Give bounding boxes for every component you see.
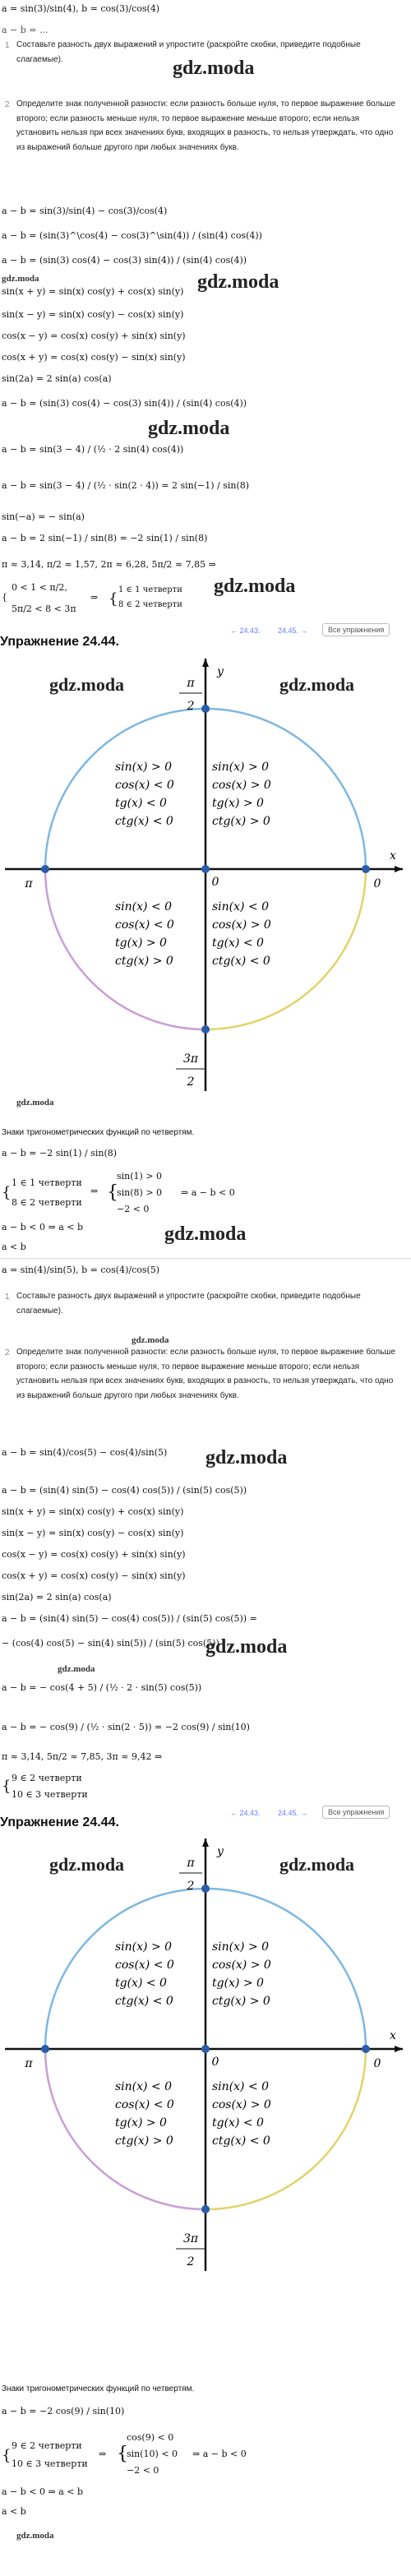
signs-title: Знаки тригонометрических функций по четвертям. xyxy=(2,2384,195,2393)
math-line: a − b = 2 sin(−1) / sin(8) = −2 sin(1) / sin(8) xyxy=(2,533,208,543)
bottom-label-numerator: 3π xyxy=(182,1052,199,1066)
math-line: sin(−a) = − sin(a) xyxy=(2,511,85,522)
x-axis-label: x xyxy=(390,2029,396,2042)
math-line: 9 ∈ 2 четверти xyxy=(12,2440,82,2451)
watermark: gdz.moda xyxy=(206,1447,288,1468)
exercise-heading: Упражнение 24.44. xyxy=(0,635,119,649)
quadrant-2-sign: ctg(x) < 0 xyxy=(115,1995,173,2008)
axis-point xyxy=(201,1025,210,1034)
math-line: 1 ∈ 1 четверти xyxy=(118,585,182,594)
quadrant-4-sign: sin(x) < 0 xyxy=(212,2080,270,2093)
brace: { xyxy=(107,1182,118,1203)
math-line: sin(1) > 0 xyxy=(117,1171,163,1182)
math-line: a − b = −2 sin(1) / sin(8) xyxy=(2,1148,118,1159)
watermark: gdz.moda xyxy=(214,576,296,597)
prev-exercise-link[interactable]: ← 24.43. xyxy=(230,1809,261,1817)
watermark: gdz.moda xyxy=(279,1854,355,1875)
math-line: −2 < 0 xyxy=(127,2465,159,2476)
math-line: a − b = (sin(3) cos(4) − cos(3) sin(4)) / (sin(4) cos(4)) xyxy=(2,398,247,409)
watermark: gdz.moda xyxy=(58,1664,95,1674)
quadrant-3-sign: ctg(x) > 0 xyxy=(115,2134,173,2148)
math-line: 10 ∈ 3 четверти xyxy=(12,1789,88,1800)
y-axis-arrow xyxy=(202,1838,209,1847)
math-line: a − b = sin(3)/sin(4) − cos(3)/cos(4) xyxy=(2,206,168,216)
top-label-denominator: 2 xyxy=(187,700,195,713)
y-axis-label: y xyxy=(217,1845,224,1858)
math-line: π ≈ 3,14, 5π/2 ≈ 7,85, 3π ≈ 9,42 ⇒ xyxy=(2,1751,163,1762)
step-number: 1 xyxy=(5,1293,10,1302)
quadrant-3-sign: sin(x) < 0 xyxy=(115,2080,173,2093)
math-line: 1 ∈ 1 четверти xyxy=(12,1177,82,1188)
watermark: gdz.moda xyxy=(206,1636,288,1658)
quadrant-2-sign: cos(x) < 0 xyxy=(115,1959,174,1972)
watermark: gdz.moda xyxy=(197,271,279,293)
math-line: a − b = (sin(3) cos(4) − cos(3) sin(4)) / (sin(4) cos(4)) xyxy=(2,255,247,266)
math-line: 9 ∈ 2 четверти xyxy=(12,1773,82,1783)
all-exercises-button[interactable]: Все упражнения xyxy=(322,623,390,636)
y-axis-label: y xyxy=(217,665,224,678)
watermark: gdz.moda xyxy=(49,1854,125,1875)
quadrant-1-sign: ctg(x) > 0 xyxy=(212,1995,270,2008)
quadrant-1-sign: sin(x) > 0 xyxy=(212,761,270,774)
math-line: a − b = sin(3 − 4) / (½ · sin(2 · 4)) = 2 sin(−1) / sin(8) xyxy=(2,480,250,491)
math-line: cos(x − y) = cos(x) cos(y) + sin(x) sin(y) xyxy=(2,331,186,341)
instruction-1: Составьте разность двух выражений и упростите (раскройте скобки, приведите подобные слагаемые). xyxy=(16,1292,361,1316)
brace: { xyxy=(117,2444,128,2464)
math-line: 5π/2 < 8 < 3π xyxy=(12,604,76,614)
y-axis-arrow xyxy=(202,659,209,667)
math-line: sin(x − y) = sin(x) cos(y) − cos(x) sin(y) xyxy=(2,309,184,320)
math-line: a − b < 0 ⇒ a < b xyxy=(2,2486,84,2497)
watermark: gdz.moda xyxy=(16,1098,54,1108)
quadrant-3-sign: tg(x) > 0 xyxy=(115,2116,167,2130)
axis-point xyxy=(201,1885,210,1893)
answer: a < b xyxy=(2,1242,26,1252)
quadrant-2-sign: cos(x) < 0 xyxy=(115,779,174,792)
step-number: 2 xyxy=(5,100,10,109)
math-line: a − b = (sin(3)^\cos(4) − cos(3)^\sin(4)) / (sin(4) cos(4)) xyxy=(2,230,262,241)
axis-point xyxy=(41,865,49,873)
math-line: π ≈ 3,14, π/2 ≈ 1,57, 2π ≈ 6,28, 5π/2 ≈ 7,85 ⇒ xyxy=(2,559,216,570)
math-line: a − b = (sin(4) sin(5) − cos(4) cos(5)) / (sin(5) cos(5)) = xyxy=(2,1613,257,1624)
brace: { xyxy=(2,1778,12,1795)
step-number: 2 xyxy=(5,1348,10,1357)
math-line: ⇒ a − b < 0 xyxy=(192,2449,247,2459)
math-line: a − b = − cos(9) / (½ · sin(2 · 5)) = −2 cos(9) / sin(10) xyxy=(2,1722,250,1732)
trig-circle-svg xyxy=(0,654,411,1098)
divider xyxy=(0,1258,411,1259)
quadrant-4-sign: sin(x) < 0 xyxy=(212,900,270,913)
math-line: 0 < 1 < π/2, xyxy=(12,582,67,593)
quadrant-4-sign: tg(x) < 0 xyxy=(212,937,264,950)
math-line: sin(2a) = 2 sin(a) cos(a) xyxy=(2,373,112,384)
math-line: 8 ∈ 2 четверти xyxy=(12,1197,82,1208)
right-label: 0 xyxy=(373,2057,381,2070)
math-line: sin(x − y) = sin(x) cos(y) − cos(x) sin(y) xyxy=(2,1528,184,1538)
math-line: sin(x + y) = sin(x) cos(y) + cos(x) sin(y) xyxy=(2,1506,184,1517)
quadrant-3-sign: sin(x) < 0 xyxy=(115,900,173,913)
math-line: a − b = sin(4)/cos(5) − cos(4)/sin(5) xyxy=(2,1447,168,1458)
bottom-label-denominator: 2 xyxy=(187,1075,195,1089)
brace: { xyxy=(109,590,118,608)
quadrant-2-sign: sin(x) > 0 xyxy=(115,761,173,774)
math-line: sin(2a) = 2 sin(a) cos(a) xyxy=(2,1592,112,1602)
quadrant-1-sign: cos(x) > 0 xyxy=(212,1959,271,1972)
left-label: π xyxy=(25,2057,33,2070)
math-line: 8 ∈ 2 четверти xyxy=(118,600,182,609)
top-label-numerator: π xyxy=(187,677,195,690)
watermark: gdz.moda xyxy=(132,1335,169,1345)
trig-circle-chart xyxy=(0,654,411,1098)
instruction-2: Определите знак полученной разности: если разность больше нуля, то первое выражение больше второго; если разность меньше нуля, то первое выражение меньше второго; если нельзя установить нельзя при всех значениях букв, входящих в разность, то нельзя утверждать, что одно из выражений больше другого при любых значениях букв. xyxy=(16,1348,396,1400)
axis-point xyxy=(41,2045,49,2053)
watermark: gdz.moda xyxy=(49,674,125,695)
math-line: cos(9) < 0 xyxy=(127,2432,174,2443)
brace: { xyxy=(2,592,7,603)
quadrant-4-sign: cos(x) > 0 xyxy=(212,918,271,932)
instruction-2: Определите знак полученной разности: если разность больше нуля, то первое выражение больше второго; если разность меньше нуля, то первое выражение меньше второго; если нельзя установить нельзя при всех значениях букв, входящих в разность, то нельзя утверждать, что одно из выражений больше другого при любых значениях букв. xyxy=(16,99,396,152)
quadrant-3-sign: tg(x) > 0 xyxy=(115,937,167,950)
all-exercises-button[interactable]: Все упражнения xyxy=(322,1806,390,1819)
axis-point xyxy=(201,865,210,873)
trig-circle-svg xyxy=(0,1834,411,2278)
watermark: gdz.moda xyxy=(148,418,230,439)
axis-point xyxy=(362,865,370,873)
quadrant-1-sign: cos(x) > 0 xyxy=(212,779,271,792)
implies: ⇒ xyxy=(90,592,99,603)
quadrant-3-sign: ctg(x) > 0 xyxy=(115,955,173,968)
watermark: gdz.moda xyxy=(164,1223,247,1245)
clipped-line: a − b = ... xyxy=(2,25,48,35)
quadrant-1-sign: tg(x) > 0 xyxy=(212,1977,264,1990)
problem-formula: a = sin(4)/sin(5), b = cos(4)/cos(5) xyxy=(2,1265,160,1275)
axis-point xyxy=(201,705,210,713)
step-number: 1 xyxy=(5,41,10,50)
math-line: −2 < 0 xyxy=(117,1204,150,1214)
quadrant-4-sign: ctg(x) < 0 xyxy=(212,2134,270,2148)
problem-formula: a = sin(3)/sin(4), b = cos(3)/cos(4) xyxy=(2,3,160,14)
math-line: a − b = (sin(4) sin(5) − cos(4) cos(5)) / (sin(5) cos(5)) xyxy=(2,1485,247,1496)
x-axis-arrow xyxy=(395,2046,403,2052)
trig-circle-chart xyxy=(0,1834,411,2278)
math-line: sin(10) < 0 xyxy=(127,2449,178,2459)
watermark: gdz.moda xyxy=(279,674,355,695)
math-line: a − b = sin(3 − 4) / (½ · 2 sin(4) cos(4)) xyxy=(2,444,184,455)
math-line: a − b < 0 ⇒ a < b xyxy=(2,1222,84,1233)
exercise-heading: Упражнение 24.44. xyxy=(0,1815,119,1829)
math-line: a − b = −2 cos(9) / sin(10) xyxy=(2,2406,125,2416)
prev-exercise-link[interactable]: ← 24.43. xyxy=(230,627,261,635)
origin-label: 0 xyxy=(211,2056,219,2069)
left-label: π xyxy=(25,877,33,890)
brace: { xyxy=(2,1184,12,1201)
x-axis-label: x xyxy=(390,849,396,863)
implies: ⇒ xyxy=(99,2449,107,2459)
top-label-denominator: 2 xyxy=(187,1880,195,1893)
watermark: gdz.moda xyxy=(2,274,39,284)
math-line: ⇒ a − b < 0 xyxy=(181,1187,235,1198)
watermark: gdz.moda xyxy=(173,58,255,79)
next-exercise-link[interactable]: 24.45. → xyxy=(278,1809,308,1817)
quadrant-1-sign: sin(x) > 0 xyxy=(212,1940,270,1954)
axis-point xyxy=(201,2205,210,2213)
quadrant-4-sign: tg(x) < 0 xyxy=(212,2116,264,2130)
quadrant-2-sign: tg(x) < 0 xyxy=(115,1977,167,1990)
quadrant-1-sign: tg(x) > 0 xyxy=(212,797,264,810)
axis-point xyxy=(362,2045,370,2053)
right-label: 0 xyxy=(373,877,381,890)
math-line: sin(x + y) = sin(x) cos(y) + cos(x) sin(y) xyxy=(2,286,184,297)
math-line: cos(x + y) = cos(x) cos(y) − sin(x) sin(y) xyxy=(2,1570,186,1581)
implies: ⇒ xyxy=(90,1186,99,1196)
math-line: 10 ∈ 3 четверти xyxy=(12,2458,88,2469)
math-line: cos(x − y) = cos(x) cos(y) + sin(x) sin(y) xyxy=(2,1549,186,1560)
bottom-label-denominator: 2 xyxy=(187,2255,195,2268)
instruction-1: Составьте разность двух выражений и упростите (раскройте скобки, приведите подобные слагаемые). xyxy=(16,40,361,64)
brace: { xyxy=(2,2447,12,2464)
top-label-numerator: π xyxy=(187,1857,195,1870)
bottom-label-numerator: 3π xyxy=(182,2232,199,2245)
math-line: sin(8) > 0 xyxy=(117,1187,163,1198)
math-line: a − b = − cos(4 + 5) / (½ · 2 · sin(5) cos(5)) xyxy=(2,1682,202,1693)
math-line: cos(x + y) = cos(x) cos(y) − sin(x) sin(y) xyxy=(2,352,186,363)
math-line: − (cos(4) cos(5) − sin(4) sin(5)) / (sin(5) cos(5)) xyxy=(2,1638,219,1649)
next-exercise-link[interactable]: 24.45. → xyxy=(278,627,308,635)
signs-title: Знаки тригонометрических функций по четвертям. xyxy=(2,1128,195,1137)
quadrant-3-sign: cos(x) < 0 xyxy=(115,2098,174,2111)
quadrant-2-sign: ctg(x) < 0 xyxy=(115,815,173,828)
quadrant-1-sign: ctg(x) > 0 xyxy=(212,815,270,828)
quadrant-4-sign: cos(x) > 0 xyxy=(212,2098,271,2111)
quadrant-3-sign: cos(x) < 0 xyxy=(115,918,174,932)
origin-label: 0 xyxy=(211,876,219,889)
quadrant-2-sign: sin(x) > 0 xyxy=(115,1940,173,1954)
answer: a < b xyxy=(2,2506,26,2517)
x-axis-arrow xyxy=(395,866,403,872)
quadrant-4-sign: ctg(x) < 0 xyxy=(212,955,270,968)
watermark: gdz.moda xyxy=(16,2531,54,2541)
quadrant-2-sign: tg(x) < 0 xyxy=(115,797,167,810)
axis-point xyxy=(201,2045,210,2053)
